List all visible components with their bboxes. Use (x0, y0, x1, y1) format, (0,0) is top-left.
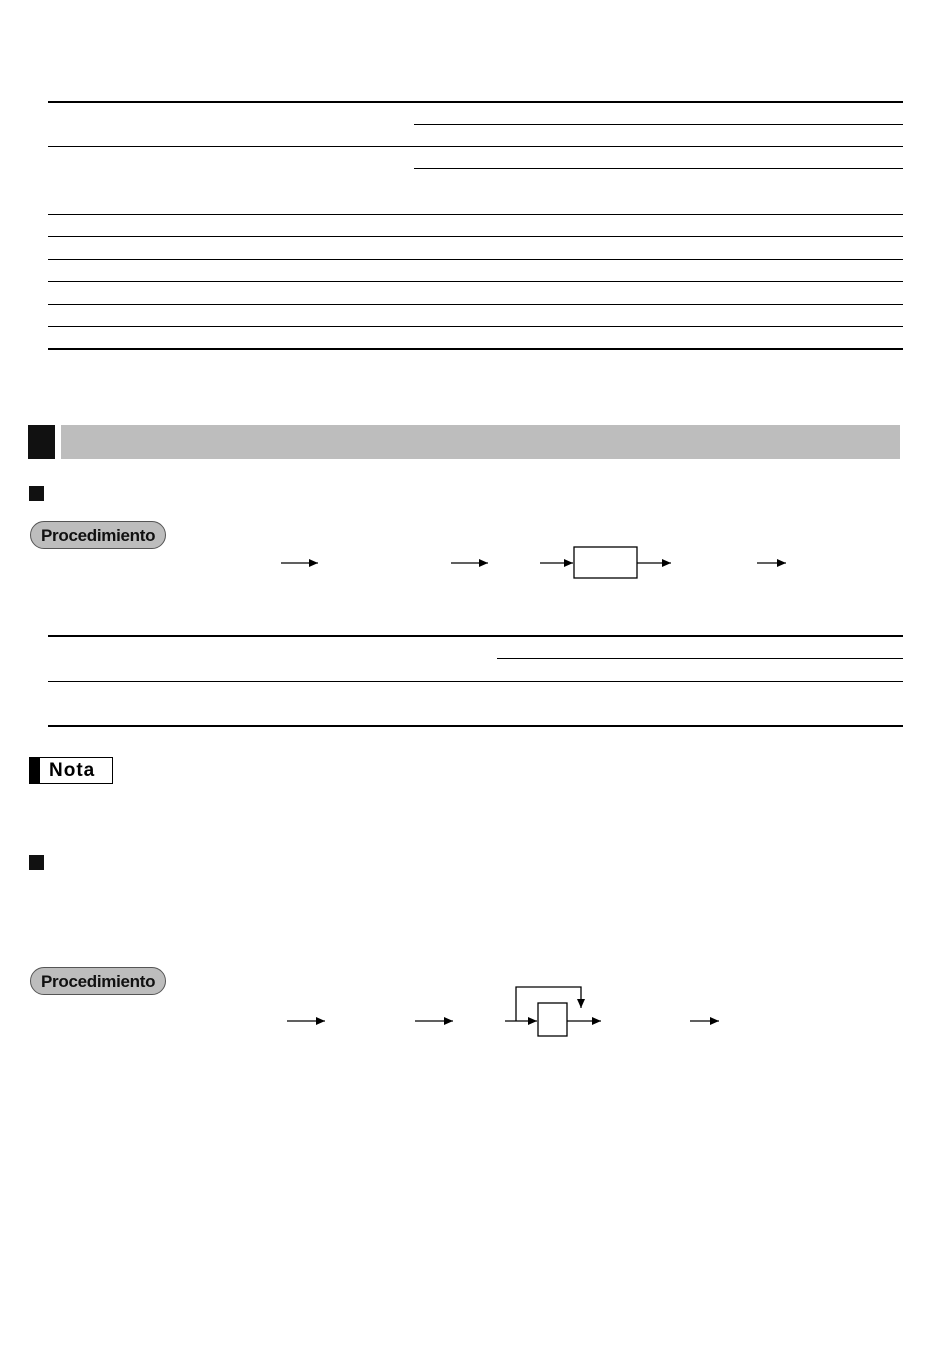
table-rule (48, 259, 903, 260)
note-label-bar (30, 758, 40, 783)
table-rule (48, 326, 903, 327)
table-rule (48, 146, 903, 147)
table-rule (48, 236, 903, 237)
table-rule (414, 124, 903, 125)
procedure-flow-2 (0, 985, 950, 1045)
key-box (538, 1003, 567, 1036)
note-label-text: Nota (49, 760, 96, 781)
table-rule (48, 725, 903, 727)
table-rule (48, 681, 903, 682)
table-rule (48, 348, 903, 350)
table-rule (414, 168, 903, 169)
table-rule (48, 101, 903, 103)
table-rule (48, 281, 903, 282)
key-box (574, 547, 637, 578)
table-rule (48, 304, 903, 305)
subsection-bullet (29, 855, 44, 870)
table-rule (497, 658, 903, 659)
table-rule (48, 635, 903, 637)
note-label (29, 757, 113, 784)
section-marker (28, 425, 55, 459)
section-header (28, 425, 900, 459)
subsection-bullet (29, 486, 44, 501)
table-rule (48, 214, 903, 215)
procedure-badge: Procedimiento (30, 967, 166, 995)
section-band (61, 425, 900, 459)
procedure-flow-1 (0, 545, 950, 585)
procedure-badge: Procedimiento (30, 521, 166, 549)
